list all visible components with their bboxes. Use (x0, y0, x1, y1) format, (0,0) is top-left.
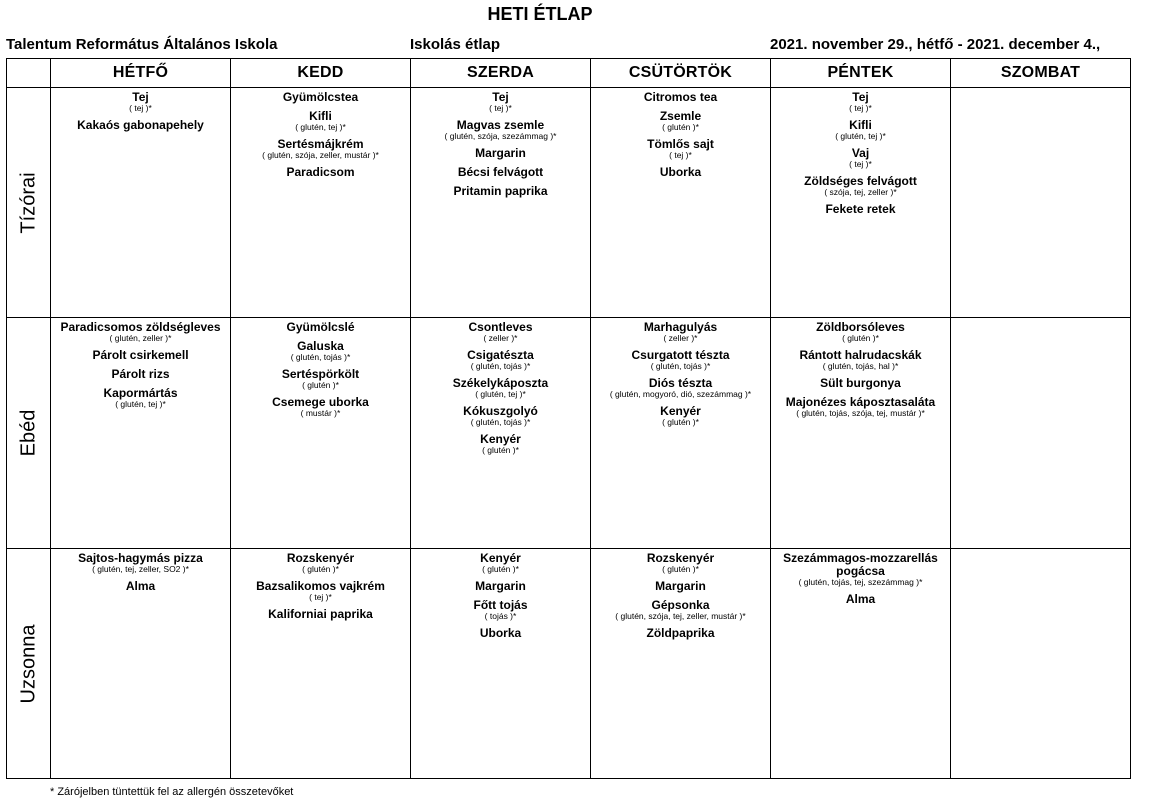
menu-item (231, 552, 410, 574)
menu-item (591, 552, 770, 574)
dish-name: Rozskenyér (646, 551, 715, 565)
dish-name: Paradicsom (286, 165, 355, 179)
menu-item (771, 321, 950, 343)
allergen-info: ( szója, tej, zeller )* (824, 187, 897, 197)
allergen-info: ( glutén, tej )* (835, 131, 886, 141)
dish-name: Kifli (309, 109, 332, 123)
day-header: SZOMBAT (951, 59, 1131, 88)
menu-item (771, 377, 950, 390)
dish-name: Margarin (475, 146, 526, 160)
menu-item (591, 405, 770, 427)
menu-item (411, 185, 590, 198)
dish-name: Paradicsomos zöldségleves (60, 320, 221, 334)
day-header: HÉTFŐ (51, 59, 231, 88)
dish-name: Kenyér (480, 432, 521, 446)
menu-cell (771, 88, 951, 318)
menu-cell (771, 318, 951, 549)
menu-item (231, 340, 410, 362)
allergen-info: ( glutén, tej )* (475, 389, 526, 399)
menu-item (411, 119, 590, 141)
menu-cell (231, 88, 411, 318)
dish-name: Gyümölcstea (282, 90, 359, 104)
allergen-info: ( tojás )* (484, 611, 517, 621)
dish-name: Zöldséges felvágott (804, 174, 917, 188)
allergen-info: ( glutén, tej )* (115, 399, 166, 409)
menu-item (771, 593, 950, 606)
dish-name: Párolt rizs (111, 367, 170, 381)
menu-item (771, 147, 950, 169)
menu-item (51, 321, 230, 343)
menu-item (771, 552, 950, 587)
allergen-info: ( glutén, tojás, szója, tej, mustár )* (796, 408, 925, 418)
menu-cell (411, 318, 591, 549)
dish-name: Vaj (851, 146, 870, 160)
menu-item (231, 321, 410, 334)
menu-item (51, 552, 230, 574)
meal-row-header (7, 88, 51, 318)
allergen-info: ( glutén, mogyoró, dió, szezámmag )* (609, 389, 752, 399)
menu-item (591, 599, 770, 621)
menu-cell (951, 549, 1131, 779)
menu-item (231, 368, 410, 390)
allergen-info: ( glutén )* (302, 564, 339, 574)
allergen-info: ( glutén, szója, tej, zeller, mustár )* (615, 611, 746, 621)
menu-item (411, 377, 590, 399)
dish-name: Tej (132, 90, 149, 104)
menu-item (771, 203, 950, 216)
dish-name: Margarin (655, 579, 706, 593)
dish-name: Sült burgonya (820, 376, 901, 390)
allergen-info: ( glutén )* (662, 122, 699, 132)
menu-type: Iskolás étlap (410, 36, 501, 53)
allergen-info: ( glutén, tej )* (295, 122, 346, 132)
dish-name: Csontleves (468, 320, 533, 334)
dish-name: Kenyér (480, 551, 521, 565)
dish-name: Kaliforniai paprika (268, 607, 373, 621)
allergen-info: ( tej )* (849, 159, 872, 169)
menu-item (411, 599, 590, 621)
menu-item (411, 91, 590, 113)
menu-item (51, 91, 230, 113)
menu-item (231, 608, 410, 621)
day-header: SZERDA (411, 59, 591, 88)
menu-cell (591, 549, 771, 779)
menu-item (591, 166, 770, 179)
dish-name: Szezámmagos-mozzarellás pogácsa (783, 551, 938, 578)
menu-item (591, 349, 770, 371)
allergen-info: ( glutén )* (662, 564, 699, 574)
dish-name: Tej (492, 90, 509, 104)
menu-item (411, 552, 590, 574)
meal-name: Uzsonna (17, 624, 39, 703)
menu-item (411, 166, 590, 179)
dish-name: Alma (845, 592, 876, 606)
dish-name: Gyümölcslé (286, 320, 355, 334)
allergen-info: ( zeller )* (663, 333, 698, 343)
menu-item (51, 349, 230, 362)
menu-cell (51, 88, 231, 318)
day-header: PÉNTEK (771, 59, 951, 88)
menu-item (591, 91, 770, 104)
meal-row-header (7, 549, 51, 779)
dish-name: Uborka (659, 165, 702, 179)
dish-name: Sajtos-hagymás pizza (78, 551, 203, 565)
menu-item (231, 580, 410, 602)
menu-cell (591, 88, 771, 318)
menu-item (231, 138, 410, 160)
dish-name: Galuska (297, 339, 344, 353)
menu-item (231, 91, 410, 104)
menu-item (771, 349, 950, 371)
dish-name: Sertésmájkrém (277, 137, 364, 151)
allergen-info: ( glutén, tojás, hal )* (822, 361, 899, 371)
dish-name: Margarin (475, 579, 526, 593)
menu-item (231, 396, 410, 418)
allergen-info: ( glutén, szója, zeller, mustár )* (262, 150, 379, 160)
dish-name: Bazsalikomos vajkrém (256, 579, 385, 593)
menu-item (591, 110, 770, 132)
page-title: HETI ÉTLAP (487, 4, 593, 24)
allergen-info: ( mustár )* (300, 408, 341, 418)
dish-name: Tömlős sajt (647, 137, 714, 151)
meal-name: Ebéd (17, 409, 39, 457)
day-header: KEDD (231, 59, 411, 88)
allergen-info: ( glutén )* (842, 333, 879, 343)
allergen-info: ( glutén, tojás )* (290, 352, 351, 362)
menu-cell (591, 318, 771, 549)
dish-name: Székelykáposzta (452, 376, 549, 390)
allergen-info: ( glutén )* (302, 380, 339, 390)
dish-name: Kapormártás (103, 386, 178, 400)
meal-row-header (7, 318, 51, 549)
dish-name: Alma (125, 579, 156, 593)
dish-name: Zsemle (659, 109, 702, 123)
menu-cell (951, 318, 1131, 549)
allergen-info: ( glutén )* (482, 445, 519, 455)
menu-cell (951, 88, 1131, 318)
menu-item (51, 580, 230, 593)
dish-name: Uborka (479, 626, 522, 640)
menu-cell (231, 549, 411, 779)
allergen-info: ( zeller )* (483, 333, 518, 343)
allergen-info: ( tej )* (129, 103, 152, 113)
dish-name: Csurgatott tészta (631, 348, 730, 362)
allergen-footnote: * Zárójelben tüntettük fel az allergén összetevőket (50, 786, 294, 798)
menu-item (591, 138, 770, 160)
date-range: 2021. november 29., hétfő - 2021. december 4., (770, 36, 1101, 53)
menu-item (231, 166, 410, 179)
menu-cell (51, 318, 231, 549)
dish-name: Fekete retek (825, 202, 896, 216)
dish-name: Pritamin paprika (453, 184, 548, 198)
day-header: CSÜTÖRTÖK (591, 59, 771, 88)
dish-name: Kenyér (660, 404, 701, 418)
menu-cell (411, 88, 591, 318)
menu-item (51, 368, 230, 381)
menu-item (411, 147, 590, 160)
allergen-info: ( glutén, tojás )* (470, 361, 531, 371)
menu-item (411, 627, 590, 640)
allergen-info: ( glutén, zeller )* (109, 333, 172, 343)
dish-name: Kakaós gabonapehely (77, 118, 204, 132)
dish-name: Bécsi felvágott (457, 165, 544, 179)
menu-cell (411, 549, 591, 779)
menu-item (771, 91, 950, 113)
dish-name: Zöldpaprika (646, 626, 715, 640)
allergen-info: ( glutén, tej, zeller, SO2 )* (92, 564, 189, 574)
dish-name: Főtt tojás (473, 598, 528, 612)
dish-name: Magvas zsemle (456, 118, 545, 132)
dish-name: Kifli (849, 118, 872, 132)
allergen-info: ( tej )* (669, 150, 692, 160)
menu-item (591, 627, 770, 640)
allergen-info: ( glutén, tojás, tej, szezámmag )* (798, 577, 923, 587)
dish-name: Csigatészta (467, 348, 534, 362)
dish-name: Citromos tea (643, 90, 718, 104)
menu-item (51, 119, 230, 132)
meal-name: Tízórai (17, 171, 39, 234)
dish-name: Sertéspörkölt (281, 367, 360, 381)
allergen-info: ( tej )* (849, 103, 872, 113)
dish-name: Tej (852, 90, 869, 104)
menu-cell (51, 549, 231, 779)
dish-name: Zöldborsóleves (816, 320, 905, 334)
allergen-info: ( glutén, tojás )* (470, 417, 531, 427)
dish-name: Csemege uborka (272, 395, 369, 409)
menu-item (771, 175, 950, 197)
menu-item (411, 580, 590, 593)
menu-item (411, 321, 590, 343)
menu-item (411, 433, 590, 455)
dish-name: Majonézes káposztasaláta (785, 395, 936, 409)
menu-item (591, 377, 770, 399)
allergen-info: ( tej )* (309, 592, 332, 602)
menu-item (411, 349, 590, 371)
allergen-info: ( glutén )* (482, 564, 519, 574)
menu-item (591, 321, 770, 343)
dish-name: Rántott halrudacskák (799, 348, 922, 362)
dish-name: Rozskenyér (286, 551, 355, 565)
menu-item (231, 110, 410, 132)
dish-name: Kókuszgolyó (463, 404, 538, 418)
menu-item (771, 396, 950, 418)
allergen-info: ( tej )* (489, 103, 512, 113)
menu-item (591, 580, 770, 593)
menu-item (771, 119, 950, 141)
menu-cell (771, 549, 951, 779)
table-corner (7, 59, 51, 88)
dish-name: Párolt csirkemell (92, 348, 189, 362)
menu-item (411, 405, 590, 427)
allergen-info: ( glutén )* (662, 417, 699, 427)
allergen-info: ( glutén, tojás )* (650, 361, 711, 371)
menu-table (6, 58, 1131, 779)
menu-cell (231, 318, 411, 549)
allergen-info: ( glutén, szója, szezámmag )* (444, 131, 557, 141)
school-name: Talentum Református Általános Iskola (6, 36, 278, 53)
dish-name: Marhagulyás (643, 320, 718, 334)
dish-name: Diós tészta (648, 376, 713, 390)
menu-item (51, 387, 230, 409)
dish-name: Gépsonka (651, 598, 710, 612)
